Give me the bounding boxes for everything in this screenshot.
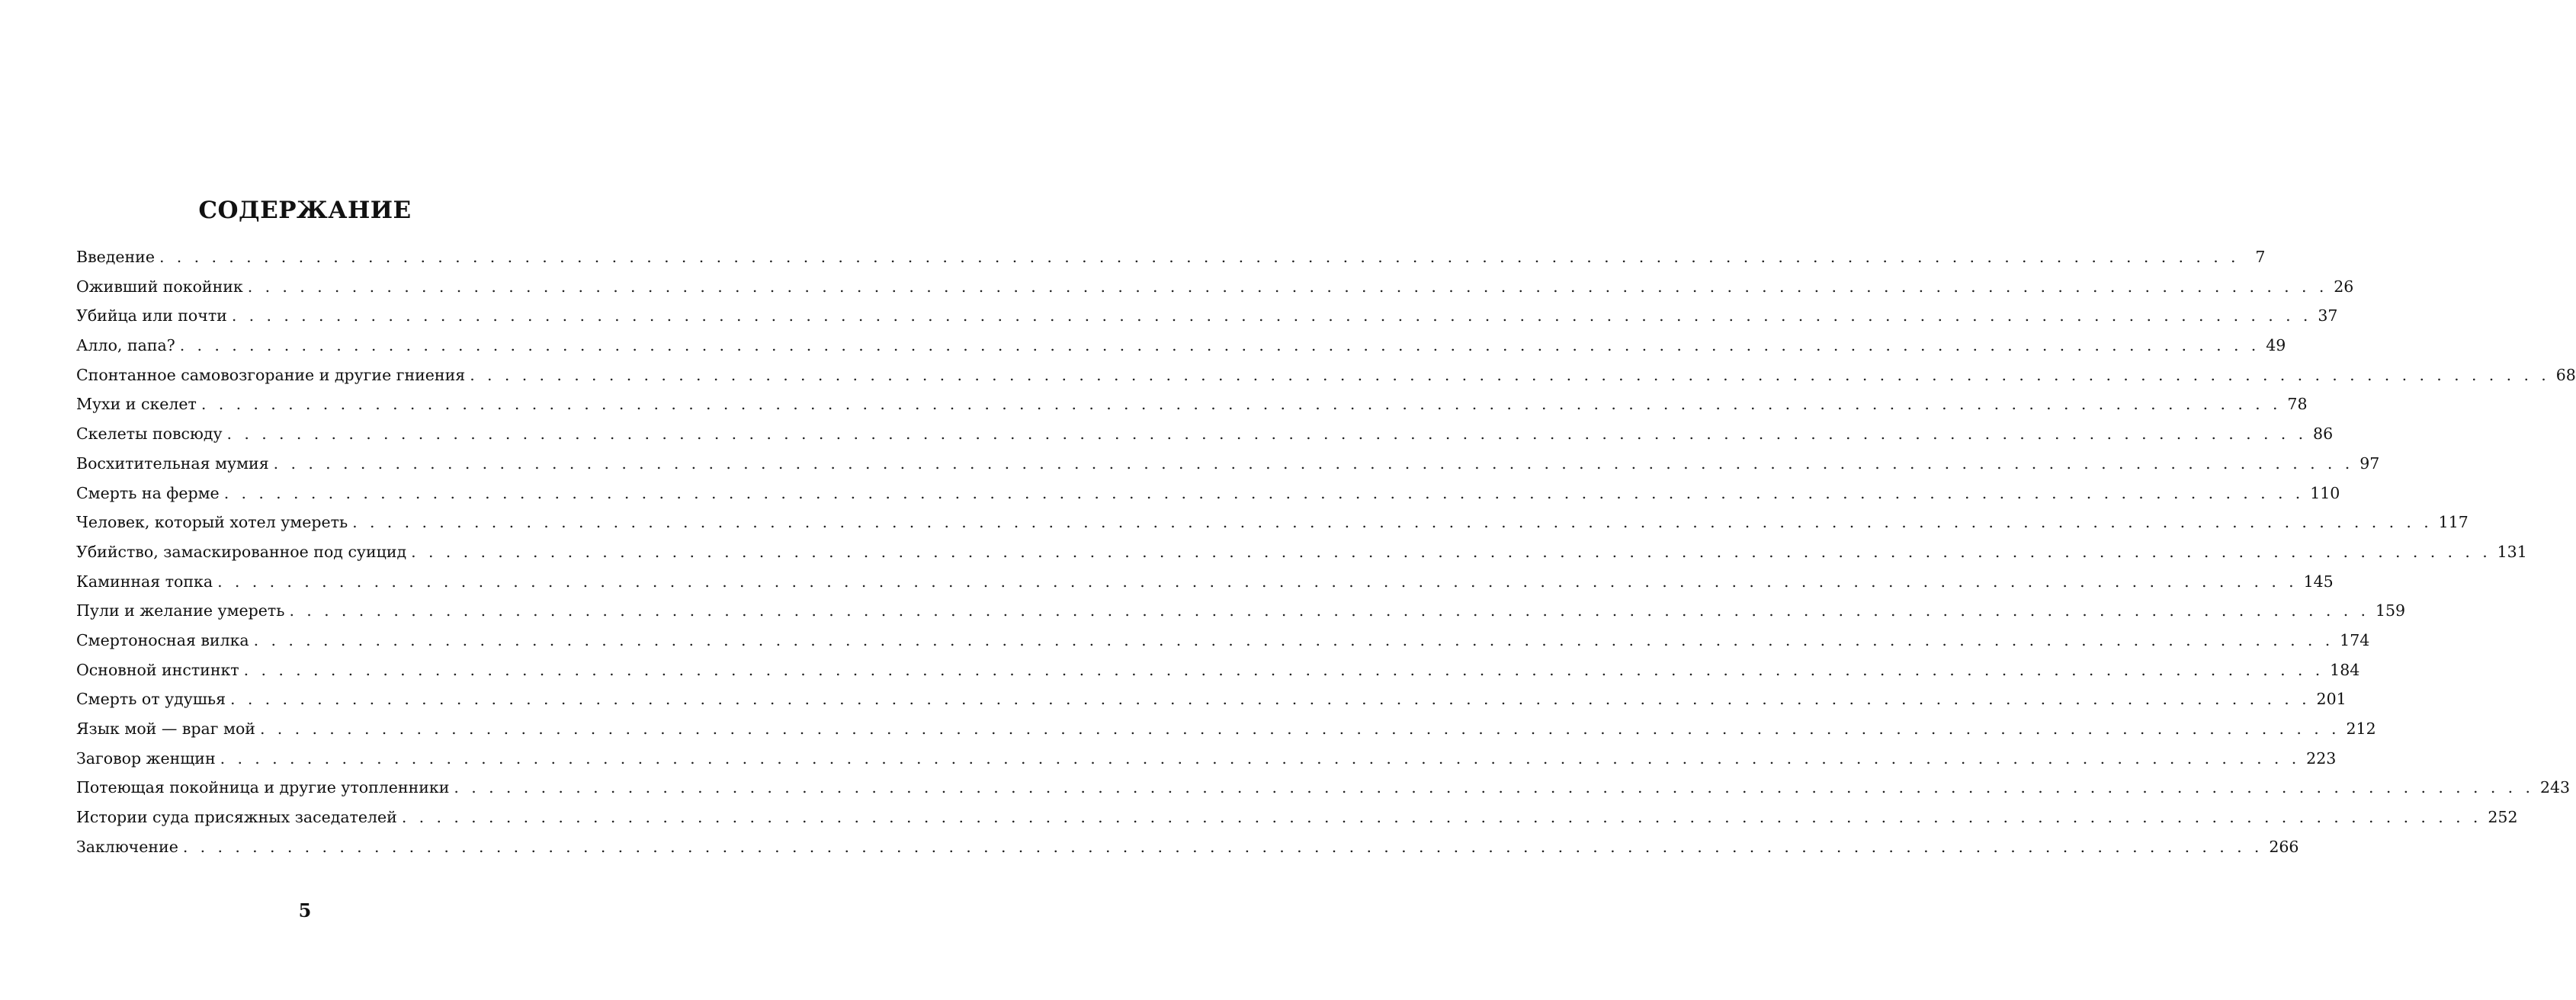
dot-leader: . . . . . . . . . . . . . . . . . . . . . . . . . . . . . . . . . . . . . . . . . . . . . . . . . . . . . . . . . . . . . . . . . . . . . . . . . . . . . . . . . . . . . . . . . . . . . . . . . . . . . . . . . . . . . . . . . . . . . . . . [220,748,2301,768]
toc-entry[interactable] [76,803,2518,832]
toc-entry-page: 145 [2303,572,2334,591]
dot-leader: . . . . . . . . . . . . . . . . . . . . . . . . . . . . . . . . . . . . . . . . . . . . . . . . . . . . . . . . . . . . . . . . . . . . . . . . . . . . . . . . . . . . . . . . . . . . . . . . . . . . . . . . . . . . . . . . . . . . . . . . [182,837,2263,856]
toc-entry-page: 266 [2269,837,2299,856]
toc-entry-title: Восхитительная мумия [76,454,269,473]
toc-entry[interactable] [76,361,2576,390]
toc-entry-page: 26 [2334,277,2354,296]
toc-entry-title: Убийца или почти [76,306,227,325]
toc-entry-page: 110 [2310,483,2340,502]
toc-entry-page: 243 [2539,778,2571,797]
dot-leader: . . . . . . . . . . . . . . . . . . . . . . . . . . . . . . . . . . . . . . . . . . . . . . . . . . . . . . . . . . . . . . . . . . . . . . . . . . . . . . . . . . . . . . . . . . . . . . . . . . . . . . . . . . . . . . . . . . . . . . . . [247,277,2328,296]
dot-leader: . . . . . . . . . . . . . . . . . . . . . . . . . . . . . . . . . . . . . . . . . . . . . . . . . . . . . . . . . . . . . . . . . . . . . . . . . . . . . . . . . . . . . . . . . . . . . . . . . . . . . . . . . . . . . . . . . . . . . . . . [289,601,2369,620]
dot-leader: . . . . . . . . . . . . . . . . . . . . . . . . . . . . . . . . . . . . . . . . . . . . . . . . . . . . . . . . . . . . . . . . . . . . . . . . . . . . . . . . . . . . . . . . . . . . . . . . . . . . . . . . . . . . . . . . . . . . . . . . [411,542,2491,561]
toc-entry[interactable] [76,242,2266,272]
toc-entry[interactable] [76,537,2527,567]
toc-entry[interactable] [76,714,2376,744]
toc-entry[interactable] [76,626,2370,655]
toc-entry-title: Пули и желание умереть [76,601,285,620]
toc-entry-title: Потеющая покойница и другие утопленники [76,778,450,797]
toc-entry-title: Скелеты повсюду [76,425,223,444]
toc-entry-page: 86 [2313,425,2334,444]
dot-leader: . . . . . . . . . . . . . . . . . . . . . . . . . . . . . . . . . . . . . . . . . . . . . . . . . . . . . . . . . . . . . . . . . . . . . . . . . . . . . . . . . . . . . . . . . . . . . . . . . . . . . . . . . . . . . . . . . . . . . . . . [401,808,2482,827]
toc-entry-page: 174 [2340,630,2370,649]
toc-entry[interactable] [76,744,2337,774]
toc-entry[interactable] [76,684,2347,714]
toc-entry-title: Язык мой — враг мой [76,720,255,738]
table-of-contents [76,242,2576,861]
toc-entry-page: 117 [2438,513,2469,532]
toc-entry-title: Заговор женщин [76,748,216,768]
dot-leader: . . . . . . . . . . . . . . . . . . . . . . . . . . . . . . . . . . . . . . . . . . . . . . . . . . . . . . . . . . . . . . . . . . . . . . . . . . . . . . . . . . . . . . . . . . . . . . . . . . . . . . . . . . . . . . . . . . . . . . . . [223,483,2305,502]
dot-leader: . . . . . . . . . . . . . . . . . . . . . . . . . . . . . . . . . . . . . . . . . . . . . . . . . . . . . . . . . . . . . . . . . . . . . . . . . . . . . . . . . . . . . . . . . . . . . . . . . . . . . . . . . . . . . . . . . . . . . . . . [253,630,2334,649]
toc-entry-title: Основной инстинкт [76,660,239,679]
toc-entry-title: Смерть на ферме [76,483,220,502]
toc-entry-page: 68 [2555,365,2576,384]
dot-leader: . . . . . . . . . . . . . . . . . . . . . . . . . . . . . . . . . . . . . . . . . . . . . . . . . . . . . . . . . . . . . . . . . . . . . . . . . . . . . . . . . . . . . . . . . . . . . . . . . . . . . . . . . . . . . . . . . . . . . . . . [454,778,2534,797]
toc-entry-page: 212 [2346,720,2376,738]
toc-entry[interactable] [76,596,2406,626]
toc-entry-page: 78 [2287,395,2308,414]
toc-entry-title: Каминная топка [76,572,213,591]
toc-entry-title: Истории суда присяжных заседателей [76,808,397,827]
dot-leader: . . . . . . . . . . . . . . . . . . . . . . . . . . . . . . . . . . . . . . . . . . . . . . . . . . . . . . . . . . . . . . . . . . . . . . . . . . . . . . . . . . . . . . . . . . . . . . . . . . . . . . . . . . . . . . . . . . . . . . . . [179,336,2260,355]
toc-entry[interactable] [76,479,2340,508]
toc-entry[interactable] [76,389,2308,419]
toc-entry-title: Оживший покойник [76,277,243,296]
toc-entry-page: 97 [2359,454,2380,473]
toc-entry-title: Убийство, замаскированное под суицид [76,542,407,561]
toc-entry-page: 252 [2488,808,2518,827]
toc-entry[interactable] [76,655,2360,685]
toc-entry-page: 184 [2330,660,2360,679]
toc-entry[interactable] [76,301,2338,331]
toc-entry-title: Мухи и скелет [76,395,197,414]
toc-entry[interactable] [76,773,2571,803]
dot-leader: . . . . . . . . . . . . . . . . . . . . . . . . . . . . . . . . . . . . . . . . . . . . . . . . . . . . . . . . . . . . . . . . . . . . . . . . . . . . . . . . . . . . . . . . . . . . . . . . . . . . . . . . . . . . . . . . . . . . . . . . [159,248,2240,266]
dot-leader: . . . . . . . . . . . . . . . . . . . . . . . . . . . . . . . . . . . . . . . . . . . . . . . . . . . . . . . . . . . . . . . . . . . . . . . . . . . . . . . . . . . . . . . . . . . . . . . . . . . . . . . . . . . . . . . . . . . . . . . . [200,395,2282,414]
toc-entry-title: Заключение [76,837,178,856]
toc-entry[interactable] [76,419,2334,449]
dot-leader: . . . . . . . . . . . . . . . . . . . . . . . . . . . . . . . . . . . . . . . . . . . . . . . . . . . . . . . . . . . . . . . . . . . . . . . . . . . . . . . . . . . . . . . . . . . . . . . . . . . . . . . . . . . . . . . . . . . . . . . . [259,720,2340,738]
dot-leader: . . . . . . . . . . . . . . . . . . . . . . . . . . . . . . . . . . . . . . . . . . . . . . . . . . . . . . . . . . . . . . . . . . . . . . . . . . . . . . . . . . . . . . . . . . . . . . . . . . . . . . . . . . . . . . . . . . . . . . . . [470,365,2550,384]
dot-leader: . . . . . . . . . . . . . . . . . . . . . . . . . . . . . . . . . . . . . . . . . . . . . . . . . . . . . . . . . . . . . . . . . . . . . . . . . . . . . . . . . . . . . . . . . . . . . . . . . . . . . . . . . . . . . . . . . . . . . . . . [226,425,2308,444]
toc-entry-page: 7 [2255,248,2266,266]
page-title: СОДЕРЖАНИЕ [198,197,412,224]
toc-entry[interactable] [76,832,2299,862]
toc-entry-page: 223 [2306,748,2337,768]
toc-entry[interactable] [76,331,2286,361]
dot-leader: . . . . . . . . . . . . . . . . . . . . . . . . . . . . . . . . . . . . . . . . . . . . . . . . . . . . . . . . . . . . . . . . . . . . . . . . . . . . . . . . . . . . . . . . . . . . . . . . . . . . . . . . . . . . . . . . . . . . . . . . [217,572,2298,591]
dot-leader: . . . . . . . . . . . . . . . . . . . . . . . . . . . . . . . . . . . . . . . . . . . . . . . . . . . . . . . . . . . . . . . . . . . . . . . . . . . . . . . . . . . . . . . . . . . . . . . . . . . . . . . . . . . . . . . . . . . . . . . . [230,690,2311,709]
toc-entry[interactable] [76,272,2354,302]
dot-leader: . . . . . . . . . . . . . . . . . . . . . . . . . . . . . . . . . . . . . . . . . . . . . . . . . . . . . . . . . . . . . . . . . . . . . . . . . . . . . . . . . . . . . . . . . . . . . . . . . . . . . . . . . . . . . . . . . . . . . . . . [352,513,2433,532]
toc-entry-title: Человек, который хотел умереть [76,513,348,532]
toc-entry-page: 201 [2316,690,2347,709]
toc-entry-title: Спонтанное самовозгорание и другие гниения [76,365,466,384]
dot-leader: . . . . . . . . . . . . . . . . . . . . . . . . . . . . . . . . . . . . . . . . . . . . . . . . . . . . . . . . . . . . . . . . . . . . . . . . . . . . . . . . . . . . . . . . . . . . . . . . . . . . . . . . . . . . . . . . . . . . . . . . [273,454,2354,473]
toc-entry-title: Смертоносная вилка [76,630,249,649]
toc-entry[interactable] [76,508,2469,537]
toc-entry-page: 159 [2375,601,2406,620]
toc-entry[interactable] [76,449,2380,479]
toc-entry-page: 131 [2497,542,2527,561]
page-number: 5 [298,899,312,921]
toc-entry[interactable] [76,567,2334,597]
dot-leader: . . . . . . . . . . . . . . . . . . . . . . . . . . . . . . . . . . . . . . . . . . . . . . . . . . . . . . . . . . . . . . . . . . . . . . . . . . . . . . . . . . . . . . . . . . . . . . . . . . . . . . . . . . . . . . . . . . . . . . . . [243,660,2324,679]
toc-entry-page: 37 [2318,306,2338,325]
toc-entry-title: Алло, папа? [76,336,175,355]
dot-leader: . . . . . . . . . . . . . . . . . . . . . . . . . . . . . . . . . . . . . . . . . . . . . . . . . . . . . . . . . . . . . . . . . . . . . . . . . . . . . . . . . . . . . . . . . . . . . . . . . . . . . . . . . . . . . . . . . . . . . . . . [231,306,2312,325]
toc-entry-title: Смерть от удушья [76,690,226,709]
toc-entry-page: 49 [2266,336,2286,355]
toc-entry-title: Введение [76,248,155,266]
